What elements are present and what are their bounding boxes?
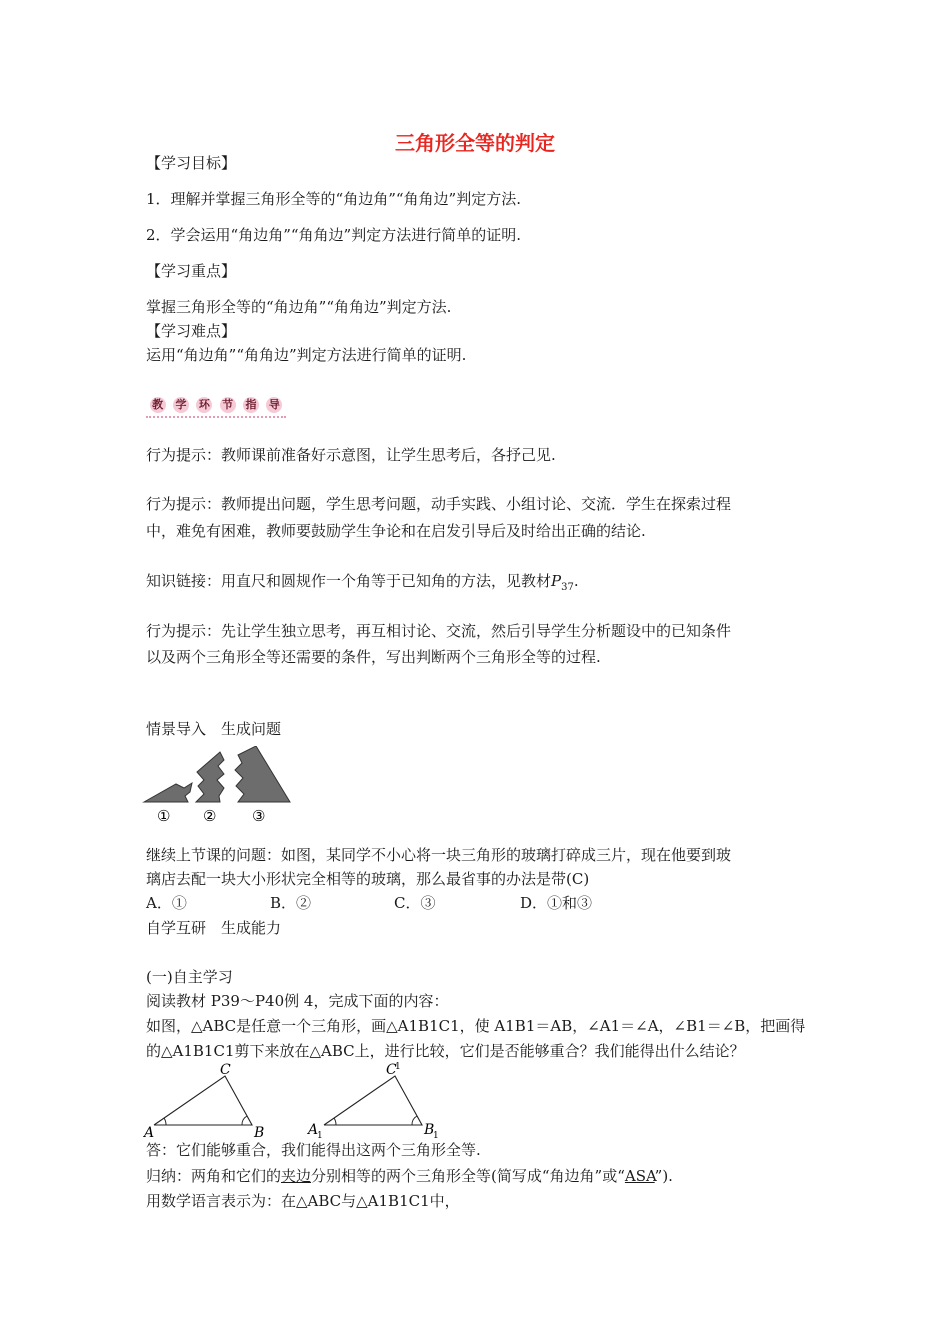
glass-piece-2 <box>196 752 224 802</box>
banner-char: 导 <box>266 397 282 413</box>
hint-2-line-2: 中，难免有困难，教师要鼓励学生争论和在启发引导后及时给出正确的结论. <box>146 522 646 540</box>
page-title: 三角形全等的判定 <box>395 131 555 155</box>
summary-part-2: 分别相等的两个三角形全等(简写成“角边角”或“ <box>311 1167 625 1185</box>
textbook-page-number: 37 <box>561 582 574 593</box>
self-study-sub: (一)自主学习 <box>146 968 233 986</box>
hint-2-line-1: 行为提示：教师提出问题，学生思考问题，动手实践、小组讨论、交流．学生在探索过程 <box>146 495 732 513</box>
banner-char: 环 <box>196 397 212 413</box>
textbook-page: P <box>551 572 562 590</box>
glass-piece-3 <box>235 746 290 802</box>
option-c: C．③ <box>394 894 436 912</box>
vertex-b1-sub: 1 <box>433 1131 439 1140</box>
task-paragraph-line-1: 如图，△ABC是任意一个三角形，画△A1B1C1，使 A1B1＝AB，∠A1＝∠A，∠B1＝∠B，把画得 <box>146 1017 806 1035</box>
goal-item-1: 1．理解并掌握三角形全等的“角边角”“角角边”判定方法. <box>146 190 521 208</box>
focus-heading: 【学习重点】 <box>146 262 237 280</box>
scene-heading: 情景导入 生成问题 <box>146 720 282 738</box>
glass-label-3: ③ <box>252 807 266 825</box>
banner-char: 指 <box>243 397 259 413</box>
hint-4-line-2: 以及两个三角形全等还需要的条件，写出判断两个三角形全等的过程. <box>146 648 601 666</box>
difficulty-heading: 【学习难点】 <box>146 322 237 340</box>
task-paragraph-line-2: 的△A1B1C1剪下来放在△ABC上，进行比较，它们是否能够重合？我们能得出什么结论？ <box>146 1042 745 1060</box>
option-d: D．①和③ <box>520 894 593 912</box>
vertex-b1: B <box>424 1122 435 1138</box>
answer-text: 答：它们能够重合，我们能得出这两个三角形全等. <box>146 1141 481 1159</box>
summary-part-3: ”). <box>654 1167 673 1185</box>
banner-char: 节 <box>220 397 236 413</box>
summary-blank-asa: ASA <box>624 1167 655 1185</box>
reading-task: 阅读教材 P39～P40例 4，完成下面的内容： <box>146 992 449 1010</box>
vertex-c1: C <box>386 1062 397 1078</box>
glass-label-1: ① <box>157 807 171 825</box>
banner-char: 学 <box>173 397 189 413</box>
broken-glass-figure <box>140 746 300 826</box>
self-study-heading: 自学互研 生成能力 <box>146 919 282 937</box>
hint-4-line-1: 行为提示：先让学生独立思考，再互相讨论、交流，然后引导学生分析题设中的已知条件 <box>146 622 732 640</box>
glass-label-2: ② <box>203 807 217 825</box>
goal-item-2: 2．学会运用“角边角”“角角边”判定方法进行简单的证明. <box>146 226 521 244</box>
triangle-abc <box>142 1062 264 1140</box>
vertex-a: A <box>144 1125 155 1140</box>
summary-part-1: 归纳：两角和它们的 <box>146 1167 282 1185</box>
summary-line <box>146 1166 673 1186</box>
goals-heading: 【学习目标】 <box>146 154 237 172</box>
answer-options <box>146 893 646 913</box>
vertex-a1-sub: 1 <box>317 1131 323 1140</box>
vertex-b: B <box>254 1125 265 1140</box>
glass-piece-1 <box>144 783 192 802</box>
triangles-figure <box>140 1060 440 1140</box>
knowledge-link: 知识链接：用直尺和圆规作一个角等于已知角的方法，见教材$P_{37}$. <box>146 572 579 593</box>
option-b: B．② <box>270 894 312 912</box>
question-line-1: 继续上节课的问题：如图，某同学不小心将一块三角形的玻璃打碎成三片，现在他要到玻 <box>146 846 732 864</box>
vertex-c1-sub: 1 <box>395 1062 401 1072</box>
vertex-c: C <box>220 1062 231 1078</box>
hint-1: 行为提示：教师课前准备好示意图，让学生思考后，各抒己见. <box>146 446 556 464</box>
difficulty-text: 运用“角边角”“角角边”判定方法进行简单的证明. <box>146 346 467 364</box>
vertex-a1: A <box>308 1122 319 1138</box>
banner-underline <box>146 414 286 418</box>
triangle-a1b1c1 <box>306 1062 439 1140</box>
question-line-2: 璃店去配一块大小形状完全相等的玻璃，那么最省事的办法是带(C) <box>146 870 590 888</box>
teaching-guide-banner <box>146 396 286 416</box>
option-a: A．① <box>146 894 187 912</box>
summary-blank-included-side: 夹边 <box>281 1167 312 1185</box>
knowledge-link-text: 知识链接：用直尺和圆规作一个角等于已知角的方法，见教材 <box>146 572 552 590</box>
focus-text: 掌握三角形全等的“角边角”“角角边”判定方法. <box>146 298 452 316</box>
math-expression-intro: 用数学语言表示为：在△ABC与△A1B1C1中， <box>146 1192 460 1210</box>
banner-char: 教 <box>150 397 166 413</box>
